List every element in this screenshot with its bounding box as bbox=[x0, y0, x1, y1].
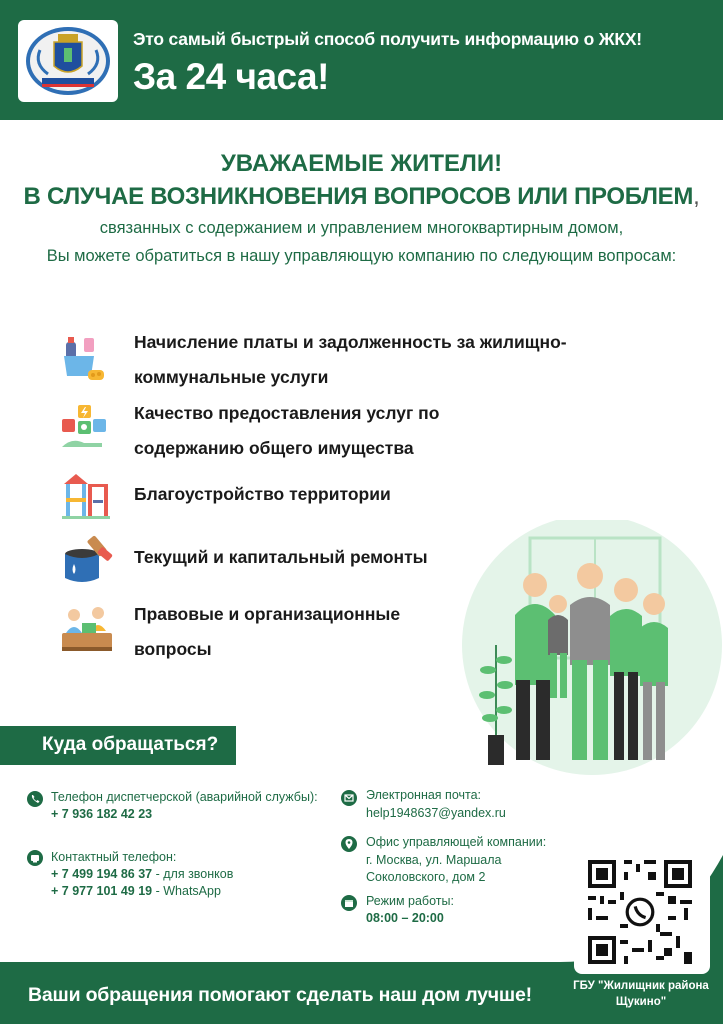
paint-bucket-icon bbox=[62, 532, 114, 584]
header-tagline: Это самый быстрый способ получить информацию о ЖКХ! bbox=[133, 29, 642, 49]
organization-name-line1: ГБУ "Жилищник района bbox=[573, 980, 709, 992]
header-headline: За 24 часа! bbox=[133, 56, 329, 97]
topic-landscaping-line1: Благоустройство территории bbox=[134, 484, 391, 504]
location-pin-icon bbox=[341, 836, 357, 852]
topic-repairs-line1: Текущий и капитальный ремонты bbox=[134, 547, 428, 567]
contact-phone-label: Контактный телефон: bbox=[51, 850, 177, 864]
playground-icon bbox=[60, 470, 112, 522]
hours-label: Режим работы: bbox=[366, 894, 454, 908]
topic-billing bbox=[134, 325, 567, 395]
greeting-heading: УВАЖАЕМЫЕ ЖИТЕЛИ! bbox=[220, 150, 503, 177]
topic-billing-line1: Начисление платы и задолженность за жилищно- bbox=[134, 332, 567, 352]
contact-phone-icon bbox=[27, 850, 43, 866]
contact-phone-1-note: - для звонков bbox=[152, 867, 234, 881]
topic-legal bbox=[134, 597, 400, 667]
utilities-icon bbox=[58, 403, 110, 455]
topic-service-quality bbox=[134, 396, 439, 466]
working-hours bbox=[366, 910, 444, 927]
office-address-line-2: Соколовского, дом 2 bbox=[366, 870, 486, 884]
working-hours-value: 08:00 – 20:00 bbox=[366, 911, 444, 925]
topic-legal-line1: Правовые и организационные bbox=[134, 604, 401, 624]
office-label: Офис управляющей компании: bbox=[366, 835, 547, 849]
contact-phone-1[interactable]: + 7 499 194 86 37 bbox=[51, 867, 153, 881]
problems-heading bbox=[0, 180, 723, 214]
calendar-icon bbox=[341, 895, 357, 911]
dispatch-label: Телефон диспетчерской (аварийной службы): bbox=[51, 790, 318, 804]
whatsapp-qr-code[interactable] bbox=[588, 860, 692, 964]
organization-name-line2: Щукино" bbox=[615, 996, 667, 1008]
topic-repairs bbox=[134, 540, 428, 575]
email-icon bbox=[341, 790, 357, 806]
topic-billing-line2: коммунальные услуги bbox=[134, 367, 329, 387]
cleaning-supplies-icon bbox=[58, 334, 110, 386]
email-address[interactable]: help1948637@yandex.ru bbox=[366, 806, 506, 820]
footer-slogan: Ваши обращения помогают сделать наш дом лучше! bbox=[28, 984, 532, 1006]
where-to-apply-title: Куда обращаться? bbox=[42, 734, 219, 755]
district-emblem-logo bbox=[18, 20, 118, 102]
topic-landscaping bbox=[134, 477, 391, 512]
meeting-icon bbox=[60, 605, 112, 657]
problems-heading-comma: , bbox=[693, 183, 700, 210]
office-address-line-1: г. Москва, ул. Маршала bbox=[366, 853, 502, 867]
contact-phone-2[interactable]: + 7 977 101 49 19 bbox=[51, 884, 153, 898]
organization-name bbox=[566, 978, 716, 1010]
topic-service-quality-line1: Качество предоставления услуг по bbox=[134, 403, 440, 423]
dispatch-phone-number[interactable]: + 7 936 182 42 23 bbox=[51, 807, 153, 821]
email-label: Электронная почта: bbox=[366, 788, 482, 802]
contact-phone-2-note: - WhatsApp bbox=[152, 884, 221, 898]
dispatch-phone[interactable] bbox=[51, 806, 152, 823]
topic-service-quality-line2: содержанию общего имущества bbox=[134, 438, 414, 458]
intro-block bbox=[0, 148, 723, 270]
contact-phone-line-1[interactable] bbox=[51, 866, 233, 883]
topic-legal-line2: вопросы bbox=[134, 639, 212, 659]
phone-icon bbox=[27, 791, 43, 807]
problems-heading-text: В СЛУЧАЕ ВОЗНИКНОВЕНИЯ ВОПРОСОВ ИЛИ ПРОБЛЕМ bbox=[23, 183, 694, 210]
intro-subtext-1: связанных с содержанием и управлением многоквартирным домом, bbox=[99, 219, 624, 237]
intro-subtext-2: Вы можете обратиться в нашу управляющую компанию по следующим вопросам: bbox=[46, 247, 677, 265]
contact-phone-line-2[interactable] bbox=[51, 883, 221, 900]
